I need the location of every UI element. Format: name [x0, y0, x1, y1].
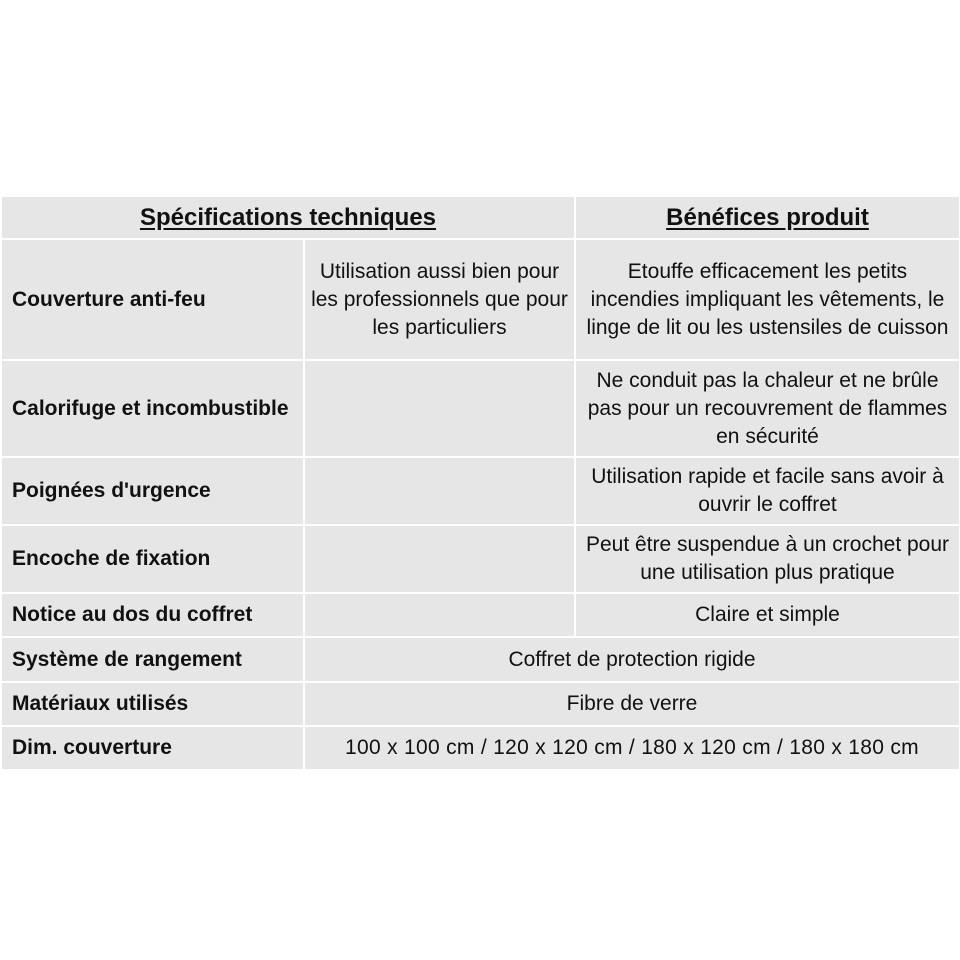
specifications-table	[2, 197, 957, 769]
row-value: Coffret de protection rigide	[305, 638, 959, 681]
row-spec	[305, 526, 574, 592]
row-label: Couverture anti-feu	[2, 240, 303, 359]
row-label: Système de rangement	[2, 638, 303, 681]
row-benefit: Ne conduit pas la chaleur et ne brûle pas pour un recouvrement de flammes en sécurité	[576, 361, 959, 456]
header-benefits: Bénéfices produit	[576, 197, 959, 238]
row-label: Encoche de fixation	[2, 526, 303, 592]
row-spec: Utilisation aussi bien pour les professionnels que pour les particuliers	[305, 240, 574, 359]
row-benefit: Utilisation rapide et facile sans avoir à ouvrir le coffret	[576, 458, 959, 524]
row-label: Poignées d'urgence	[2, 458, 303, 524]
row-value: Fibre de verre	[305, 683, 959, 725]
row-spec	[305, 361, 574, 456]
row-label: Notice au dos du coffret	[2, 594, 303, 636]
row-label: Matériaux utilisés	[2, 683, 303, 725]
row-label: Dim. couverture	[2, 727, 303, 769]
row-spec	[305, 458, 574, 524]
row-label: Calorifuge et incombustible	[2, 361, 303, 456]
row-benefit: Etouffe efficacement les petits incendies impliquant les vêtements, le linge de lit ou les ustensiles de cuisson	[576, 240, 959, 359]
row-benefit: Peut être suspendue à un crochet pour une utilisation plus pratique	[576, 526, 959, 592]
row-value: 100 x 100 cm / 120 x 120 cm / 180 x 120 cm / 180 x 180 cm	[305, 727, 959, 769]
header-specifications: Spécifications techniques	[2, 197, 574, 238]
row-benefit: Claire et simple	[576, 594, 959, 636]
row-spec	[305, 594, 574, 636]
